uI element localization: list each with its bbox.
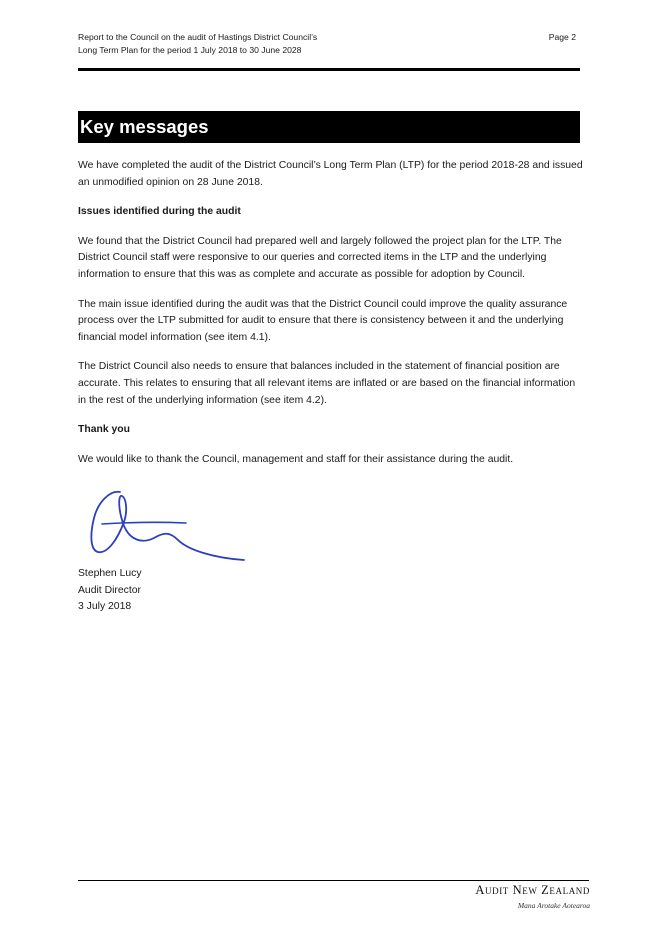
report-title-line-2: Long Term Plan for the period 1 July 2018 to 30 June 2028 [78, 44, 302, 55]
signature-image [84, 488, 254, 568]
paragraph-main-issue: The main issue identified during the audit was that the District Council could improve the quality assurance process over the LTP submitted for audit to ensure that there is consistency between it and the underlying financial model information (see item 4.1). [78, 298, 568, 343]
paragraph-preparation: We found that the District Council had prepared well and largely followed the project plan for the LTP. The District Council staff were responsive to our queries and corrected items in the LTP and the underlying information to ensure that this was as complete and accurate as possible for adoption by Council. [78, 235, 562, 280]
page-header [78, 31, 578, 56]
signatory-block [78, 566, 142, 616]
footer-rule [78, 880, 589, 881]
section-title: Key messages [80, 116, 209, 137]
paragraph-opinion: We have completed the audit of the District Council’s Long Term Plan (LTP) for the period 2018-28 and issued an unmodified opinion on 28 June 2018. [78, 160, 583, 188]
paragraph-thanks: We would like to thank the Council, management and staff for their assistance during the audit. [78, 453, 514, 465]
signature-date: 3 July 2018 [78, 601, 132, 613]
signature-stroke [91, 492, 244, 560]
issues-heading: Issues identified during the audit [78, 206, 241, 218]
signatory-name: Stephen Lucy [78, 568, 142, 579]
document-body [78, 158, 583, 481]
audit-nz-logo [475, 883, 590, 910]
signatory-role: Audit Director [78, 584, 141, 596]
report-title-line-1: Report to the Council on the audit of Hastings District Council’s [78, 32, 318, 42]
logo-name: Audit New Zealand [475, 883, 590, 897]
page-number: Page 2 [548, 32, 576, 42]
logo-tagline: Mana Arotake Aotearoa [517, 901, 590, 910]
signature-stroke-2 [102, 522, 186, 524]
header-rule [78, 68, 580, 71]
paragraph-balances: The District Council also needs to ensure that balances included in the statement of financial position are accurate. This relates to ensuring that all relevant items are inflated or are based on the financial information in the rest of the underlying information (see item 4.2). [78, 361, 576, 406]
thanks-heading: Thank you [78, 424, 130, 436]
section-title-band [78, 111, 580, 143]
